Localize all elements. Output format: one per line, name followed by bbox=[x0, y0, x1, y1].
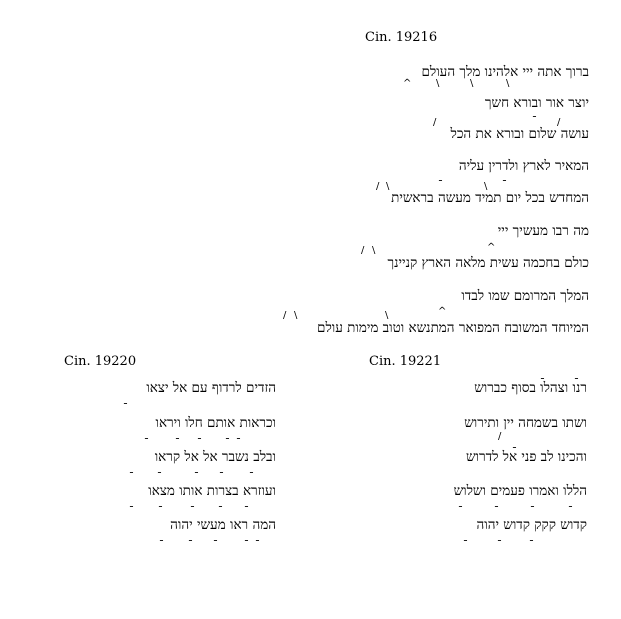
accent-mark: ـ bbox=[513, 440, 516, 451]
accent-mark: ـ bbox=[575, 371, 578, 382]
accent-mark: ـ bbox=[130, 465, 133, 476]
accent-mark: / bbox=[361, 245, 365, 256]
accent-mark: ـ bbox=[195, 465, 198, 476]
text-line: עושה שלום ובורא את הכל bbox=[450, 126, 589, 142]
text-line: רנו וצהלו בסוף כברוש bbox=[474, 380, 587, 396]
accent-mark: ـ bbox=[495, 499, 498, 510]
accent-mark: / bbox=[498, 431, 502, 442]
accent-mark: ـ bbox=[533, 109, 536, 120]
accent-mark: ـ bbox=[245, 499, 248, 510]
accent-mark: \ bbox=[506, 78, 510, 89]
accent-mark: / bbox=[557, 117, 561, 128]
accent-mark: \ bbox=[436, 78, 440, 89]
accent-mark: ـ bbox=[158, 465, 161, 476]
accent-mark: \ bbox=[484, 181, 488, 192]
accent-mark: ـ bbox=[256, 533, 259, 544]
text-line: והכינו לב פני אל לדרוש bbox=[465, 449, 587, 465]
accent-mark: ـ bbox=[226, 431, 229, 442]
text-line: וכראות אותם חלו ויראו bbox=[155, 415, 276, 431]
text-line: ובלב נשבר אל אל קראו bbox=[154, 449, 276, 465]
text-line: המלך המרומם שמו לבדו bbox=[461, 288, 589, 304]
block-label-19216: Cin. 19216 bbox=[365, 30, 438, 45]
accent-mark: ـ bbox=[569, 499, 572, 510]
accent-mark: ـ bbox=[498, 533, 501, 544]
accent-mark: ـ bbox=[145, 431, 148, 442]
accent-mark: / bbox=[376, 181, 380, 192]
accent-mark: ـ bbox=[237, 431, 240, 442]
accent-mark: \ bbox=[470, 78, 474, 89]
accent-mark: \ bbox=[372, 245, 376, 256]
accent-mark: ـ bbox=[189, 533, 192, 544]
accent-mark: ـ bbox=[160, 533, 163, 544]
text-line: המה ראו מעשי יהוה bbox=[170, 517, 276, 533]
accent-mark: ـ bbox=[176, 431, 179, 442]
accent-mark: ـ bbox=[250, 465, 253, 476]
accent-mark: \ bbox=[385, 310, 389, 321]
accent-mark: ـ bbox=[245, 533, 248, 544]
text-line: המיוחד המשובח המפואר המתנשא וטוב מימות עולם bbox=[317, 320, 589, 336]
accent-mark: ـ bbox=[130, 499, 133, 510]
block-label-19221: Cin. 19221 bbox=[369, 354, 442, 369]
accent-mark: ـ bbox=[530, 533, 533, 544]
text-line: ושתו בשמחה יין ותירוש bbox=[464, 415, 587, 431]
text-line: המאיר לארץ ולדרין עליה bbox=[458, 158, 589, 174]
accent-mark: ^ bbox=[487, 242, 496, 253]
accent-mark: ـ bbox=[214, 533, 217, 544]
accent-mark: ـ bbox=[198, 431, 201, 442]
accent-mark: ـ bbox=[220, 465, 223, 476]
block-label-19220: Cin. 19220 bbox=[64, 354, 137, 369]
accent-mark: ـ bbox=[439, 173, 442, 184]
accent-mark: ـ bbox=[159, 499, 162, 510]
accent-mark: ـ bbox=[464, 533, 467, 544]
text-line: מה רבו מעשיך ייי bbox=[497, 223, 589, 239]
text-line: הזדים לרדוף עם אל יצאו bbox=[146, 380, 276, 396]
text-line: כולם בחכמה עשית מלאה הארץ קניינך bbox=[387, 255, 589, 271]
accent-mark: / bbox=[433, 117, 437, 128]
accent-mark: ـ bbox=[503, 173, 506, 184]
accent-mark: ـ bbox=[191, 499, 194, 510]
accent-mark: \ bbox=[294, 310, 298, 321]
text-line: הללו ואמרו פעמים ושלוש bbox=[453, 483, 587, 499]
accent-mark: ـ bbox=[124, 396, 127, 407]
text-line: ברוך אתה ייי אלהינו מלך העולם bbox=[421, 64, 589, 80]
accent-mark: \ bbox=[386, 181, 390, 192]
accent-mark: ^ bbox=[438, 306, 447, 317]
text-line: המחדש בכל יום תמיד מעשה בראשית bbox=[391, 190, 589, 206]
accent-mark: ـ bbox=[541, 371, 544, 382]
text-line: קדוש קקק קדוש יהוה bbox=[476, 517, 587, 533]
text-line: ועוזרא בצרות אותו מצאו bbox=[148, 483, 276, 499]
accent-mark: ـ bbox=[219, 499, 222, 510]
accent-mark: ـ bbox=[531, 499, 534, 510]
accent-mark: ^ bbox=[403, 78, 412, 89]
accent-mark: / bbox=[283, 310, 287, 321]
text-line: יוצר אור ובורא חשך bbox=[484, 95, 589, 111]
accent-mark: ـ bbox=[459, 499, 462, 510]
